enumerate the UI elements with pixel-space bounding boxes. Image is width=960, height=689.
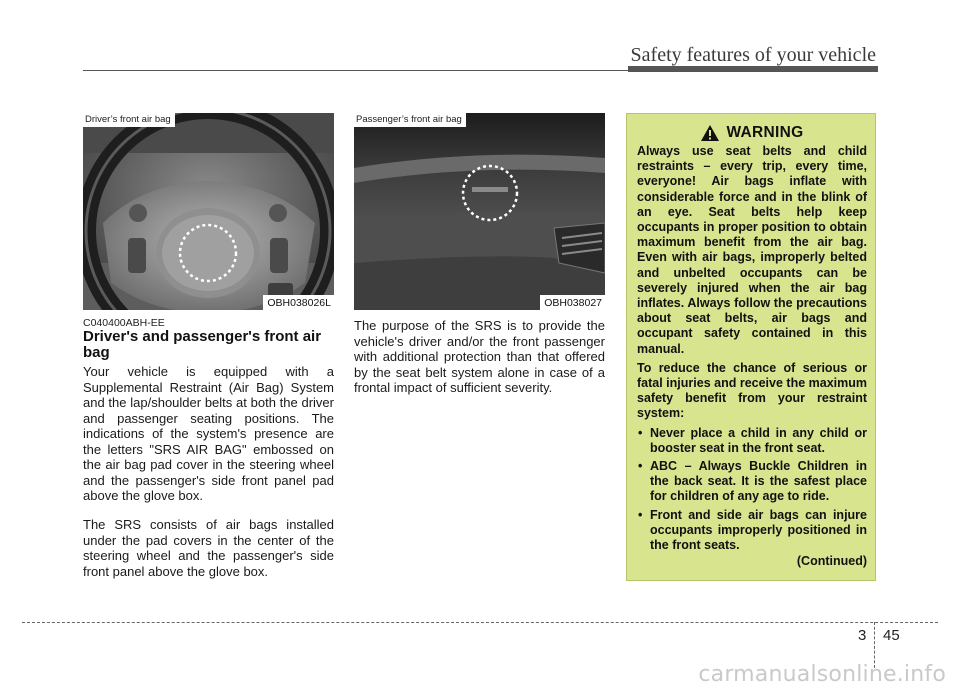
- header-rule-accent: [628, 66, 878, 72]
- warning-triangle-icon: [700, 124, 720, 142]
- warning-list: [637, 426, 867, 554]
- driver-airbag-figure: [83, 113, 334, 310]
- figure-caption: Driver’s front air bag: [83, 113, 175, 127]
- warning-header: [637, 124, 867, 142]
- warning-text: To reduce the chance of serious or fatal injuries and receive the maximum safety benefit from your restraint system:: [637, 360, 867, 421]
- figure-code: OBH038027: [540, 295, 605, 310]
- page-number: 45: [883, 627, 900, 644]
- warning-list-item: • Never place a child in any child or booster seat in the front seat.: [637, 426, 867, 456]
- section-title: Driver's and passenger's front air bag: [83, 328, 322, 361]
- warning-list-item: • Front and side air bags can injure occupants improperly positioned in the front seats.: [637, 508, 867, 554]
- dashboard-airbag-photo: [354, 113, 605, 310]
- steering-wheel-airbag-photo: [83, 113, 334, 310]
- figure-code: OBH038026L: [263, 295, 334, 310]
- watermark: carmanualsonline.info: [698, 662, 946, 687]
- chapter-number: 3: [858, 627, 867, 644]
- figure-caption: Passenger’s front air bag: [354, 113, 466, 127]
- body-paragraph: The SRS consists of air bags installed under the pad covers in the center of the steering wheel and the passenger's side front panel above the glove box.: [83, 517, 334, 579]
- warning-list-item: • ABC – Always Buckle Children in the back seat. It is the safest place for children of any age to ride.: [637, 459, 867, 505]
- body-paragraph: The purpose of the SRS is to provide the vehicle's driver and/or the front passenger with additional protection than that offered by the seat belt system alone in case of a frontal impact of sufficient severity.: [354, 318, 605, 395]
- passenger-airbag-figure: [354, 113, 605, 310]
- warning-box: [626, 113, 876, 581]
- body-paragraph: Your vehicle is equipped with a Supplemental Restraint (Air Bag) System and the lap/shoulder belts at both the driver and passenger seating positions. The indications of the system's presence are the letters "SRS AIR BAG" embossed on the air bag pad cover in the steering wheel and the passenger's side front panel pad above the glove box.: [83, 364, 334, 503]
- page-header-title: Safety features of your vehicle: [630, 44, 876, 66]
- footer-rule: [22, 622, 938, 623]
- warning-text: Always use seat belts and child restraints – every trip, every time, everyone! Air bags inflate with considerable force and in the blink of an eye. Seat belts help keep occupants in proper position to obtain maximum benefit from the air bag. Even with air bags, improperly belted and unbelted occupants can be severely injured when the air bag inflates. Always follow the precautions about seat belts, air bags and occupant safety contained in this manual.: [637, 144, 867, 356]
- warning-title: WARNING: [726, 124, 804, 141]
- section-code: C040400ABH-EE: [83, 317, 165, 329]
- continued-label: (Continued): [796, 554, 867, 569]
- header-rule: [83, 70, 628, 71]
